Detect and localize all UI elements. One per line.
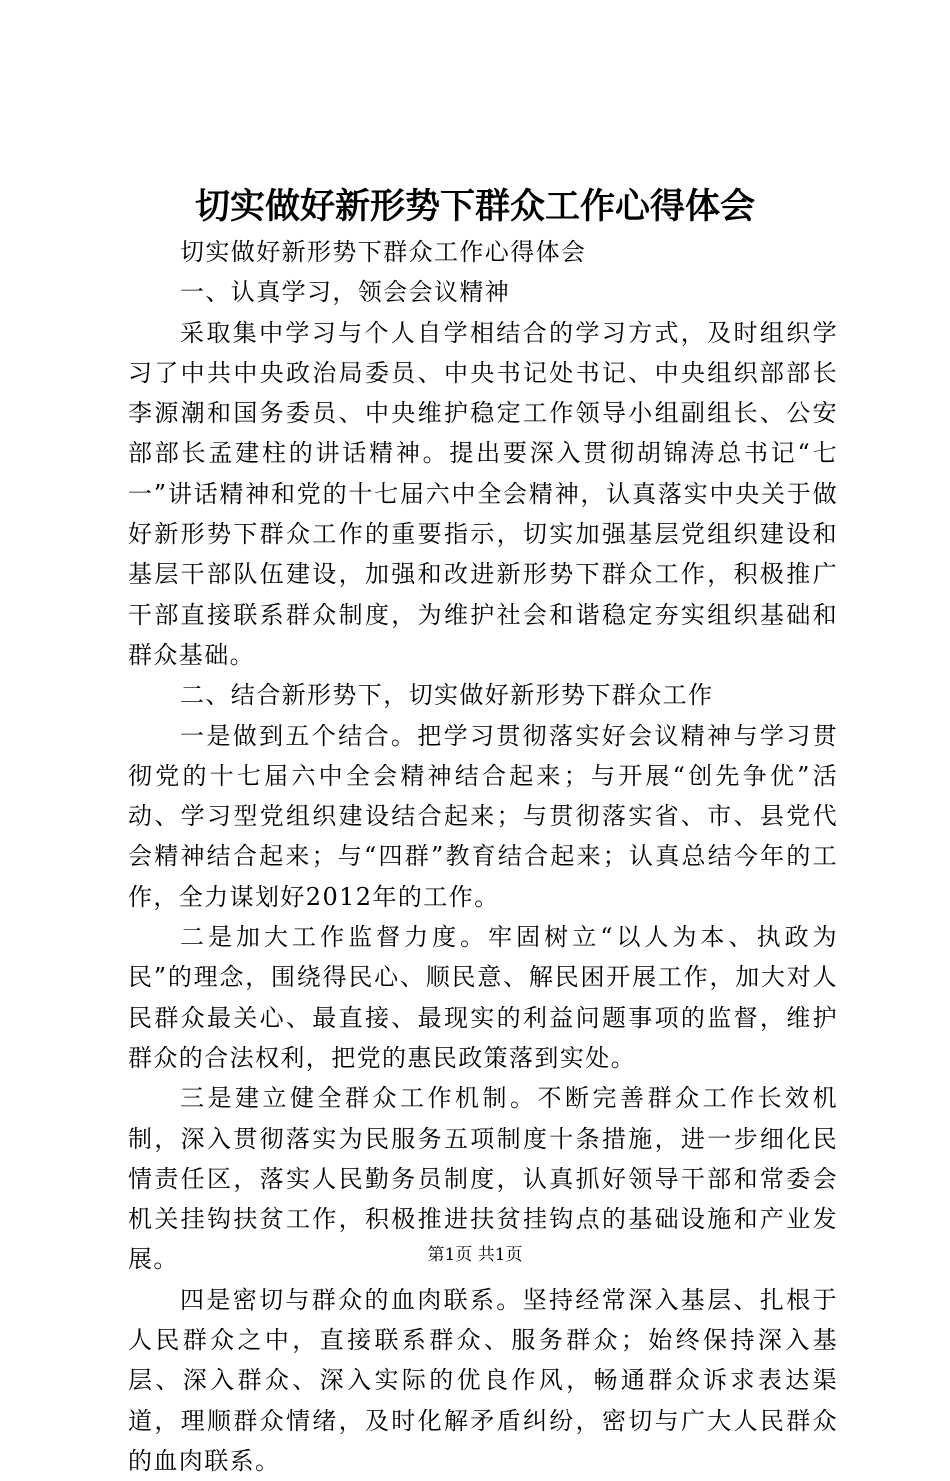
paragraph-subtitle: 切实做好新形势下群众工作心得体会: [180, 238, 587, 266]
paragraph-point-3: 三是建立健全群众工作机制。不断完善群众工作长效机制，深入贯彻落实为民服务五项制度十条措施，进一步细化民情责任区，落实人民勤务员制度，认真抓好领导干部和常委会机关挂钩扶贫工作，积极推进扶贫挂钩点的基础设施和产业发展。: [128, 1084, 838, 1274]
section-heading-2: 二、结合新形势下，切实做好新形势下群众工作: [180, 681, 714, 710]
paragraph-point-2: 二是加大工作监督力度。牢固树立“以人为本、执政为民”的理念，围绕得民心、顺民意、解民困开展工作，加大对人民群众最关心、最直接、最现实的利益问题事项的监督，维护群众的合法权利，把党的惠民政策落到实处。: [128, 923, 838, 1072]
document-title: 切实做好新形势下群众工作心得体会: [194, 186, 755, 227]
paragraph-study: 采取集中学习与个人自学相结合的学习方式，及时组织学习了中共中央政治局委员、中央书记处书记、中央组织部部长李源潮和国务委员、中央维护稳定工作领导小组副组长、公安部部长孟建柱的讲话精神。提出要深入贯彻胡锦涛总书记“七一”讲话精神和党的十七届六中全会精神，认真落实中央关于做好新形势下群众工作的重要指示，切实加强基层党组织建设和基层干部队伍建设，加强和改进新形势下群众工作，积极推广干部直接联系群众制度，为维护社会和谐稳定夯实组织基础和群众基础。: [128, 318, 838, 669]
page-footer: 第1页 共1页: [427, 1245, 523, 1265]
paragraph-point-4: 四是密切与群众的血肉联系。坚持经常深入基层、扎根于人民群众之中，直接联系群众、服务群众；始终保持深入基层、深入群众、深入实际的优良作风，畅通群众诉求表达渠道，理顺群众情绪，及时化解矛盾纠纷，密切与广大人民群众的血肉联系。: [128, 1285, 838, 1475]
section-heading-1: 一、认真学习，领会会议精神: [180, 278, 511, 307]
document-body: [128, 232, 838, 1481]
paragraph-point-1: 一是做到五个结合。把学习贯彻落实好会议精神与学习贯彻党的十七届六中全会精神结合起来；与开展“创先争优”活动、学习型党组织建设结合起来；与贯彻落实省、市、县党代会精神结合起来；与“四群”教育结合起来；认真总结今年的工作，全力谋划好2012年的工作。: [128, 721, 838, 911]
